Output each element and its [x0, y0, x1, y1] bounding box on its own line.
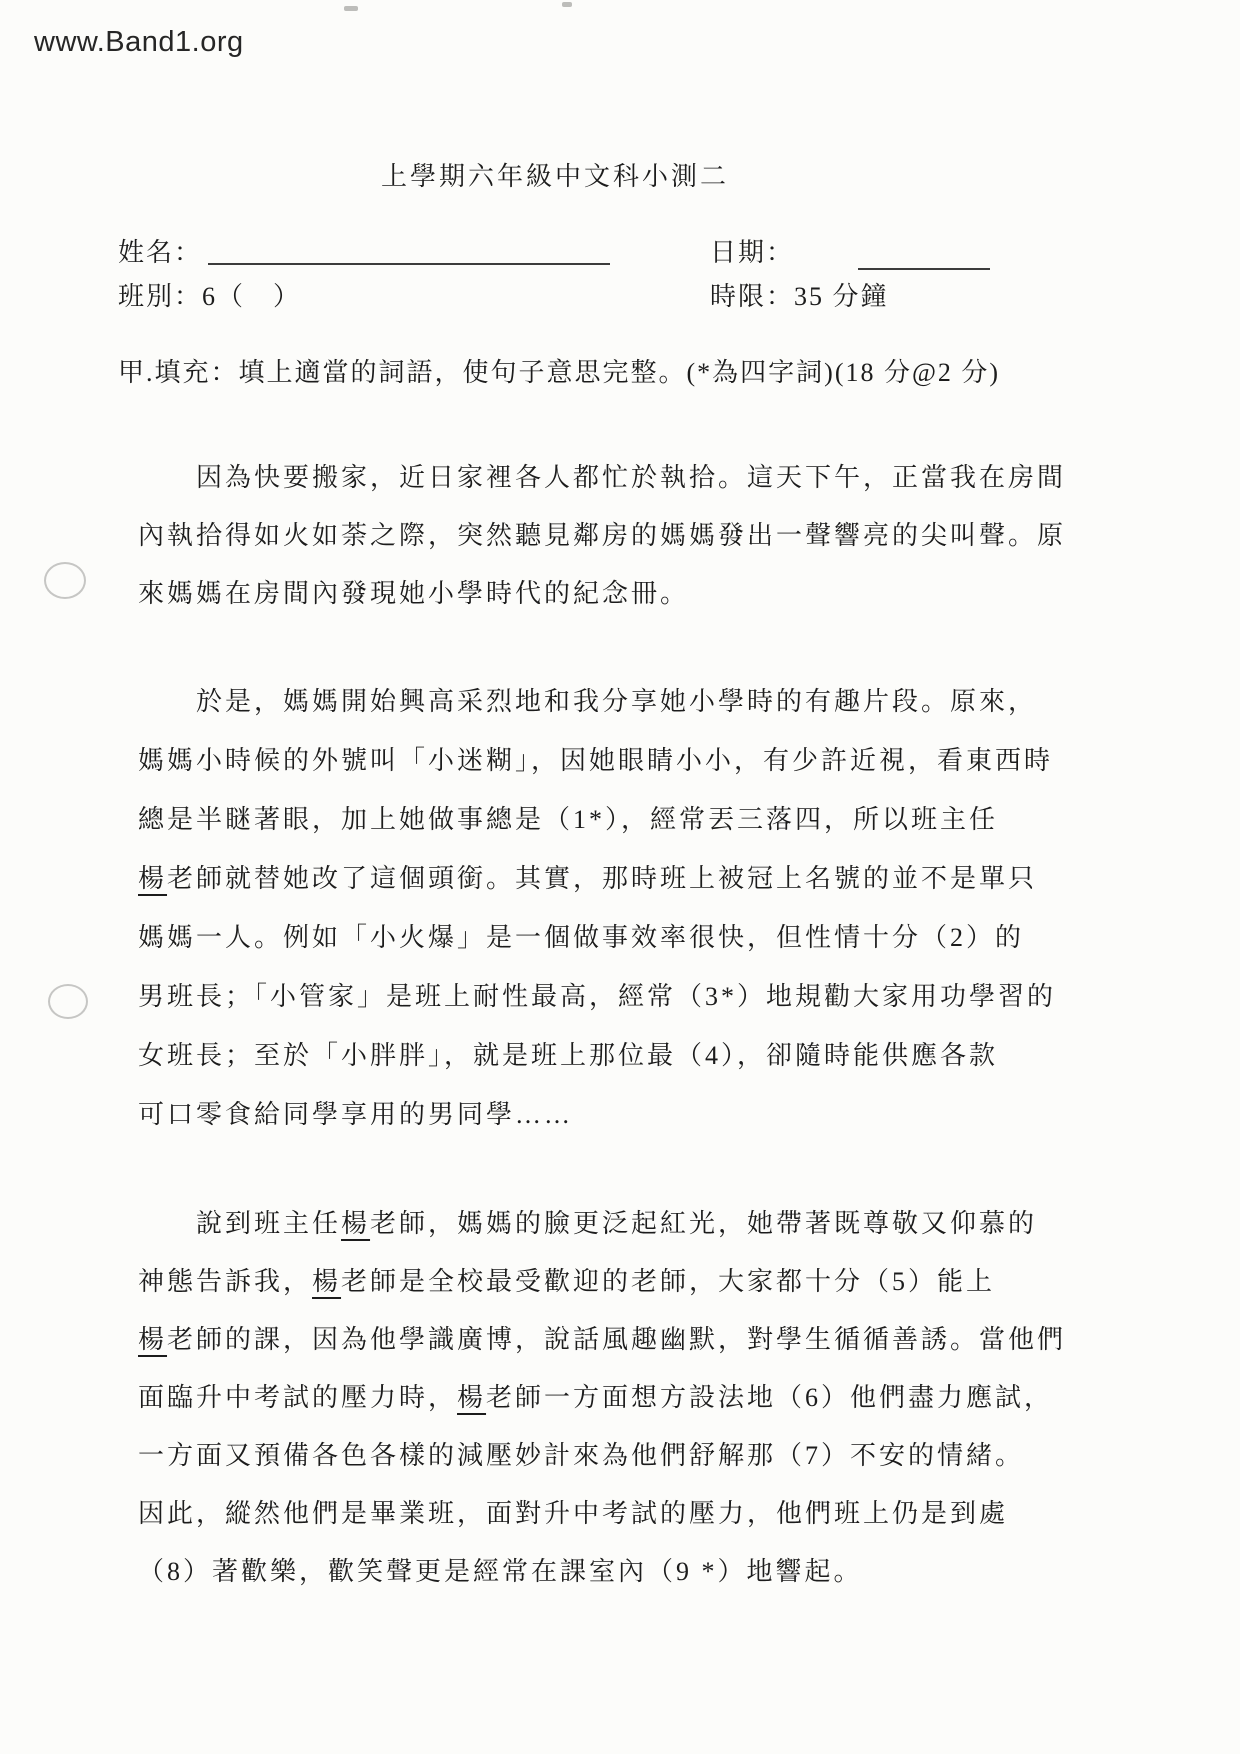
section-a-heading: 甲.填充：填上適當的詞語，使句子意思完整。(*為四字詞)(18 分@2 分) — [118, 358, 1001, 387]
hole-punch-mark — [44, 562, 86, 599]
text-line — [138, 1253, 1058, 1311]
text-segment: 老師是全校最受歡迎的老師，大家都十分（5）能上 — [341, 1267, 996, 1296]
text-segment: 可口零食給同學享用的男同學…… — [138, 1100, 574, 1129]
text-segment: 老師，媽媽的臉更泛起紅光，她帶著既尊敬又仰慕的 — [370, 1209, 1038, 1238]
text-segment: 說到班主任 — [196, 1209, 342, 1238]
page-title: 上學期六年級中文科小測二 — [380, 162, 729, 191]
text-line — [138, 1543, 1058, 1601]
scan-artifact — [562, 2, 572, 7]
text-line — [138, 908, 1058, 967]
text-segment: 面臨升中考試的壓力時， — [138, 1383, 458, 1412]
text-segment: 神態告訴我， — [138, 1267, 313, 1296]
scan-artifact — [344, 6, 358, 11]
text-segment: 內執拾得如火如荼之際，突然聽見鄰房的媽媽發出一聲響亮的尖叫聲。原 — [138, 521, 1067, 550]
text-segment: 老師的課，因為他學識廣博，說話風趣幽默，對學生循循善誘。當他們 — [167, 1325, 1067, 1354]
text-line — [138, 1485, 1058, 1543]
text-line — [138, 565, 1058, 623]
passage-paragraph-3 — [138, 1195, 1067, 1601]
text-segment: 男班長；「小管家」是班上耐性最高，經常（3*）地規勸大家用功學習的 — [138, 982, 1057, 1011]
text-line — [138, 967, 1058, 1026]
text-segment: 來媽媽在房間內發現她小學時代的紀念冊。 — [138, 579, 690, 608]
text-segment: 總是半瞇著眼，加上她做事總是（1*），經常丟三落四，所以班主任 — [138, 805, 999, 834]
passage-paragraph-2 — [138, 672, 1058, 1144]
text-segment: 一方面又預備各色各樣的減壓妙計來為他們舒解那（7）不安的情緒。 — [138, 1441, 1025, 1470]
text-line — [138, 1195, 1058, 1253]
text-line — [138, 449, 1067, 507]
underlined-teacher-name: 楊 — [341, 1209, 371, 1238]
text-line — [138, 1085, 1058, 1144]
underlined-teacher-name: 楊 — [138, 864, 168, 893]
underlined-teacher-name: 楊 — [138, 1325, 168, 1354]
underlined-teacher-name: 楊 — [312, 1267, 342, 1296]
watermark-url: www.Band1.org — [34, 26, 244, 58]
text-line — [138, 672, 1058, 731]
text-line — [138, 849, 1058, 908]
underlined-teacher-name: 楊 — [457, 1383, 487, 1412]
text-line — [138, 507, 1067, 565]
text-line — [138, 1311, 1067, 1369]
text-line — [138, 790, 1058, 849]
text-line — [138, 1369, 1058, 1427]
text-segment: 老師就替她改了這個頭銜。其實，那時班上被冠上名號的並不是單只 — [167, 864, 1038, 893]
date-label: 日期： — [710, 238, 795, 267]
passage-paragraph-1 — [138, 449, 1067, 623]
text-segment: 女班長；至於「小胖胖」，就是班上那位最（4），卻隨時能供應各款 — [138, 1041, 999, 1070]
text-line — [138, 1026, 1058, 1085]
text-segment: （8）著歡樂，歡笑聲更是經常在課室內（9 *）地響起。 — [138, 1557, 863, 1586]
text-segment: 老師一方面想方設法地（6）他們盡力應試， — [486, 1383, 1054, 1412]
name-blank-line — [208, 263, 610, 265]
text-segment: 媽媽小時候的外號叫「小迷糊」，因她眼睛小小，有少許近視，看東西時 — [138, 746, 1054, 775]
time-limit-label: 時限：35 分鐘 — [710, 282, 889, 311]
text-segment: 因此，縱然他們是畢業班，面對升中考試的壓力，他們班上仍是到處 — [138, 1499, 1009, 1528]
text-segment: 於是，媽媽開始興高采烈地和我分享她小學時的有趣片段。原來， — [196, 687, 1038, 716]
text-line — [138, 1427, 1058, 1485]
class-label: 班別：6（ ） — [118, 282, 302, 311]
text-line — [138, 731, 1058, 790]
text-segment: 媽媽一人。例如「小火爆」是一個做事效率很快，但性情十分（2）的 — [138, 923, 1025, 952]
text-segment: 因為快要搬家，近日家裡各人都忙於執拾。這天下午，正當我在房間 — [196, 463, 1067, 492]
date-blank-line — [858, 268, 990, 270]
name-label: 姓名： — [118, 238, 203, 267]
hole-punch-mark — [48, 984, 88, 1019]
